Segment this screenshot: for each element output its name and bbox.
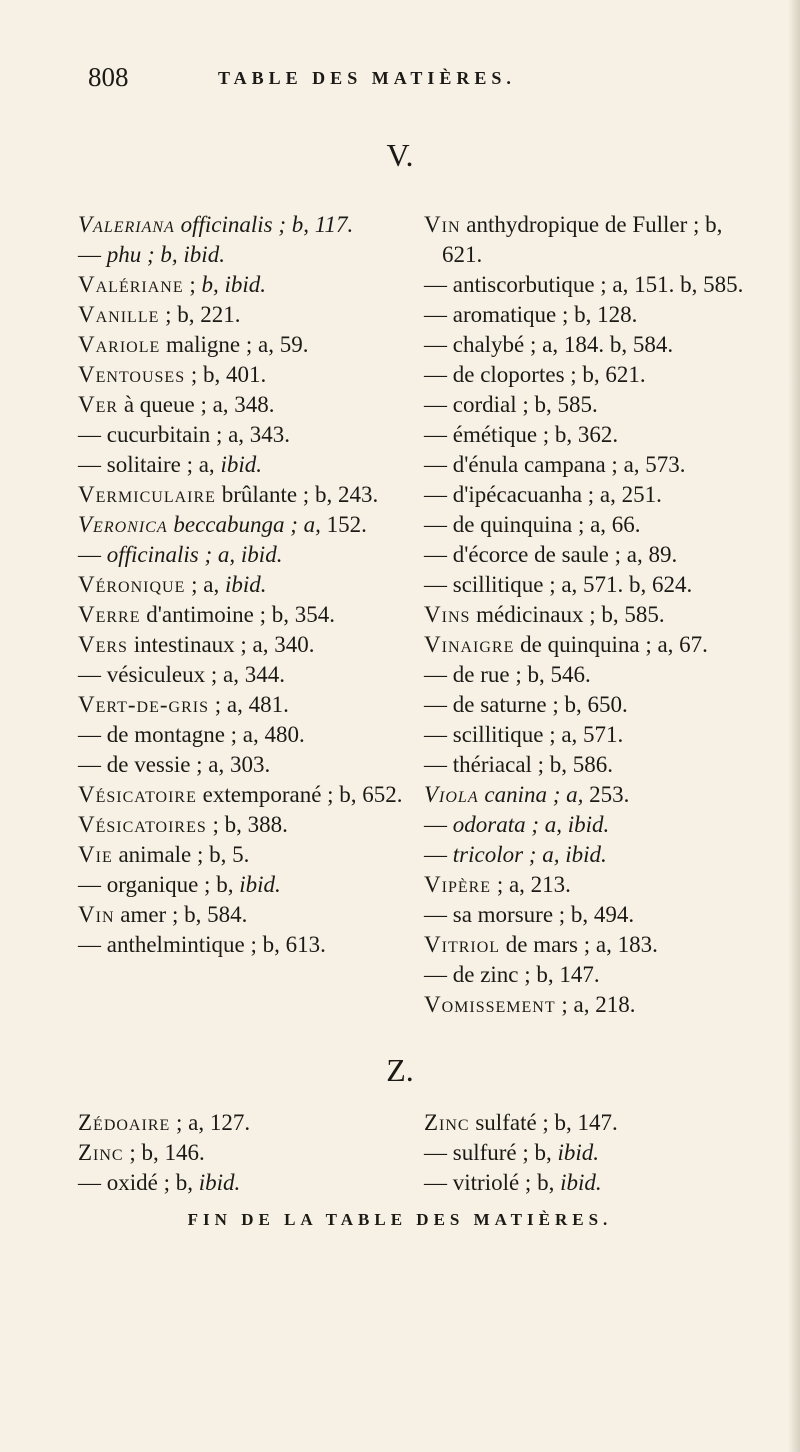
entry-text: amer ; b, 584. [114,902,248,927]
index-entry [424,780,754,810]
index-entry [78,870,408,900]
entry-headword: Vin [424,212,461,237]
entry-headword: Valériane [78,272,184,297]
index-entry [424,900,754,930]
index-entry [424,660,754,690]
entry-text: canina ; a, [478,782,590,807]
entry-text: ibid. [198,1170,241,1195]
entry-text: ; b, 221. [159,302,241,327]
entry-text: ; a, 213. [491,872,571,897]
entry-text: ; b, 146. [123,1140,205,1165]
index-entry [424,840,754,870]
entry-text: ; a, 218. [555,992,636,1017]
index-entry [78,450,408,480]
index-entry [78,330,408,360]
entry-headword: Verre [78,602,141,627]
index-entry [78,390,408,420]
entry-headword: Véronique [78,572,186,597]
entry-text: tricolor ; a, ibid. [452,842,607,867]
entry-text: — chalybé ; a, 184. b, 584. [424,332,674,357]
entry-text: — d'énula campana ; a, 573. [424,452,686,477]
entry-text: sulfaté ; b, 147. [469,1110,618,1135]
entry-headword: Viola [424,782,479,807]
entry-text: — antiscorbutique ; a, 151. b, 585. [424,272,744,297]
page-edge-shadow [788,0,800,1452]
entry-headword: Zédoaire [78,1110,171,1135]
entry-headword: Zinc [78,1140,124,1165]
index-entry [424,720,754,750]
entry-headword: Vermiculaire [78,482,216,507]
index-entry [78,510,408,540]
index-entry [78,270,408,300]
index-entry [424,690,754,720]
entry-headword: Vers [78,632,128,657]
index-entry [424,990,754,1020]
entry-text: officinalis ; a, ibid. [106,542,283,567]
entry-text: — de cloportes ; b, 621. [424,362,646,387]
index-entry [424,300,754,330]
index-entry [424,570,754,600]
page-number: 808 [88,62,129,92]
index-entry [78,720,408,750]
index-column-v-left [78,210,408,960]
index-entry [424,210,754,270]
index-entry [78,210,408,240]
index-entry [78,480,408,510]
index-entry [424,540,754,570]
entry-headword: Vipère [424,872,492,897]
entry-text: d'antimoine ; b, 354. [140,602,336,627]
entry-text: beccabunga ; a, [167,512,327,537]
running-title: TABLE DES MATIÈRES. [218,68,516,88]
entry-text: — [424,842,453,867]
entry-text: — de rue ; b, 546. [424,662,591,687]
entry-text: phu ; b, ibid. [106,242,225,267]
index-entry [424,450,754,480]
entry-text: de mars ; a, 183. [500,932,658,957]
entry-text: 152. [326,512,367,537]
entry-text: — cucurbitain ; a, 343. [78,422,291,447]
entry-text: animale ; b, 5. [112,842,250,867]
entry-headword: Vomissement [424,992,556,1017]
index-entry [424,1108,754,1138]
index-entry [78,1138,408,1168]
entry-text: — organique ; b, [78,872,240,897]
entry-text: ; a, 127. [170,1110,251,1135]
index-entry [78,780,408,810]
entry-text: — anthelmintique ; b, 613. [78,932,326,957]
entry-text: ; b, 401. [185,362,267,387]
entry-headword: Veronica [78,512,168,537]
entry-headword: Vanille [78,302,160,327]
entry-text: 253. [589,782,630,807]
entry-headword: Ventouses [78,362,186,387]
entry-text: brûlante ; b, 243. [215,482,379,507]
index-entry [78,1108,408,1138]
entry-text: — d'écorce de saule ; a, 89. [424,542,678,567]
index-entry [424,630,754,660]
entry-text: — scillitique ; a, 571. b, 624. [424,572,693,597]
entry-text: anthydropique de Fuller ; b, 621. [442,212,723,267]
index-entry [424,510,754,540]
entry-headword: Ver [78,392,119,417]
entry-text: — d'ipécacuanha ; a, 251. [424,482,662,507]
entry-text: — vésiculeux ; a, 344. [78,662,285,687]
index-entry [78,930,408,960]
entry-text: — de zinc ; b, 147. [424,962,600,987]
entry-text: ; a, [185,572,225,597]
entry-headword: Variole [78,332,161,357]
index-entry [78,570,408,600]
index-entry [424,600,754,630]
index-entry [78,420,408,450]
entry-text: — cordial ; b, 585. [424,392,598,417]
entry-headword: Vésicatoires [78,812,207,837]
index-entry [424,420,754,450]
index-entry [424,1168,754,1198]
index-entry [78,240,408,270]
index-entry [424,480,754,510]
index-entry [424,1138,754,1168]
section-letter-v: V. [386,137,414,173]
index-entry [78,810,408,840]
entry-text: — de vessie ; a, 303. [78,752,271,777]
index-entry [424,870,754,900]
entry-headword: Vins [424,602,471,627]
entry-headword: Vie [78,842,113,867]
entry-text: ; [183,272,202,297]
index-entry [78,300,408,330]
index-entry [424,750,754,780]
index-entry [424,930,754,960]
entry-headword: Vinaigre [424,632,515,657]
entry-headword: Vin [78,902,115,927]
end-of-table-line: FIN DE LA TABLE DES MATIÈRES. [187,1210,613,1229]
entry-text: intestinaux ; a, 340. [127,632,315,657]
index-entry [78,540,408,570]
entry-headword: Vert-de-gris [78,692,209,717]
index-entry [424,330,754,360]
entry-text: ibid. [225,572,267,597]
entry-text: — de saturne ; b, 650. [424,692,628,717]
entry-text: — sulfuré ; b, [424,1140,558,1165]
entry-text: de quinquina ; a, 67. [514,632,708,657]
entry-text: ibid. [239,872,281,897]
index-entry [78,360,408,390]
page-header [88,62,708,102]
entry-text: — sa morsure ; b, 494. [424,902,635,927]
entry-headword: Zinc [424,1110,470,1135]
entry-text: médicinaux ; b, 585. [470,602,665,627]
entry-text: — solitaire ; a, [78,452,221,477]
index-entry [424,270,754,300]
index-column-v-right [424,210,754,1020]
entry-text: — [78,242,107,267]
entry-text: — vitriolé ; b, [424,1170,561,1195]
index-entry [78,690,408,720]
entry-text: ibid. [560,1170,602,1195]
entry-text: — [78,542,107,567]
index-entry [78,750,408,780]
entry-text: — de quinquina ; a, 66. [424,512,641,537]
entry-text: — oxidé ; b, [78,1170,199,1195]
index-entry [78,600,408,630]
entry-text: extemporané ; b, 652. [196,782,403,807]
entry-text: ; a, 481. [208,692,289,717]
entry-text: b, ibid. [201,272,267,297]
index-entry [424,390,754,420]
entry-text: — thériacal ; b, 586. [424,752,614,777]
entry-headword: Vésicatoire [78,782,197,807]
index-entry [424,960,754,990]
index-entry [78,660,408,690]
index-column-z-left [78,1108,408,1198]
index-entry [78,630,408,660]
index-entry [78,900,408,930]
index-entry [424,810,754,840]
index-column-z-right [424,1108,754,1198]
entry-text: ibid. [220,452,262,477]
entry-text: — émétique ; b, 362. [424,422,619,447]
entry-text: ibid. [557,1140,600,1165]
entry-headword: Vitriol [424,932,501,957]
entry-text: — de montagne ; a, 480. [78,722,305,747]
entry-text: — scillitique ; a, 571. [424,722,624,747]
index-entry [78,1168,408,1198]
entry-text: odorata ; a, ibid. [452,812,610,837]
entry-text: — [424,812,453,837]
index-entry [424,360,754,390]
entry-headword: Valeriana [78,212,175,237]
entry-text: officinalis ; b, 117. [174,212,354,237]
entry-text: à queue ; a, 348. [118,392,275,417]
entry-text: ; b, 388. [206,812,288,837]
index-entry [78,840,408,870]
entry-text: maligne ; a, 59. [160,332,309,357]
section-letter-z: Z. [386,1052,414,1088]
entry-text: — aromatique ; b, 128. [424,302,638,327]
